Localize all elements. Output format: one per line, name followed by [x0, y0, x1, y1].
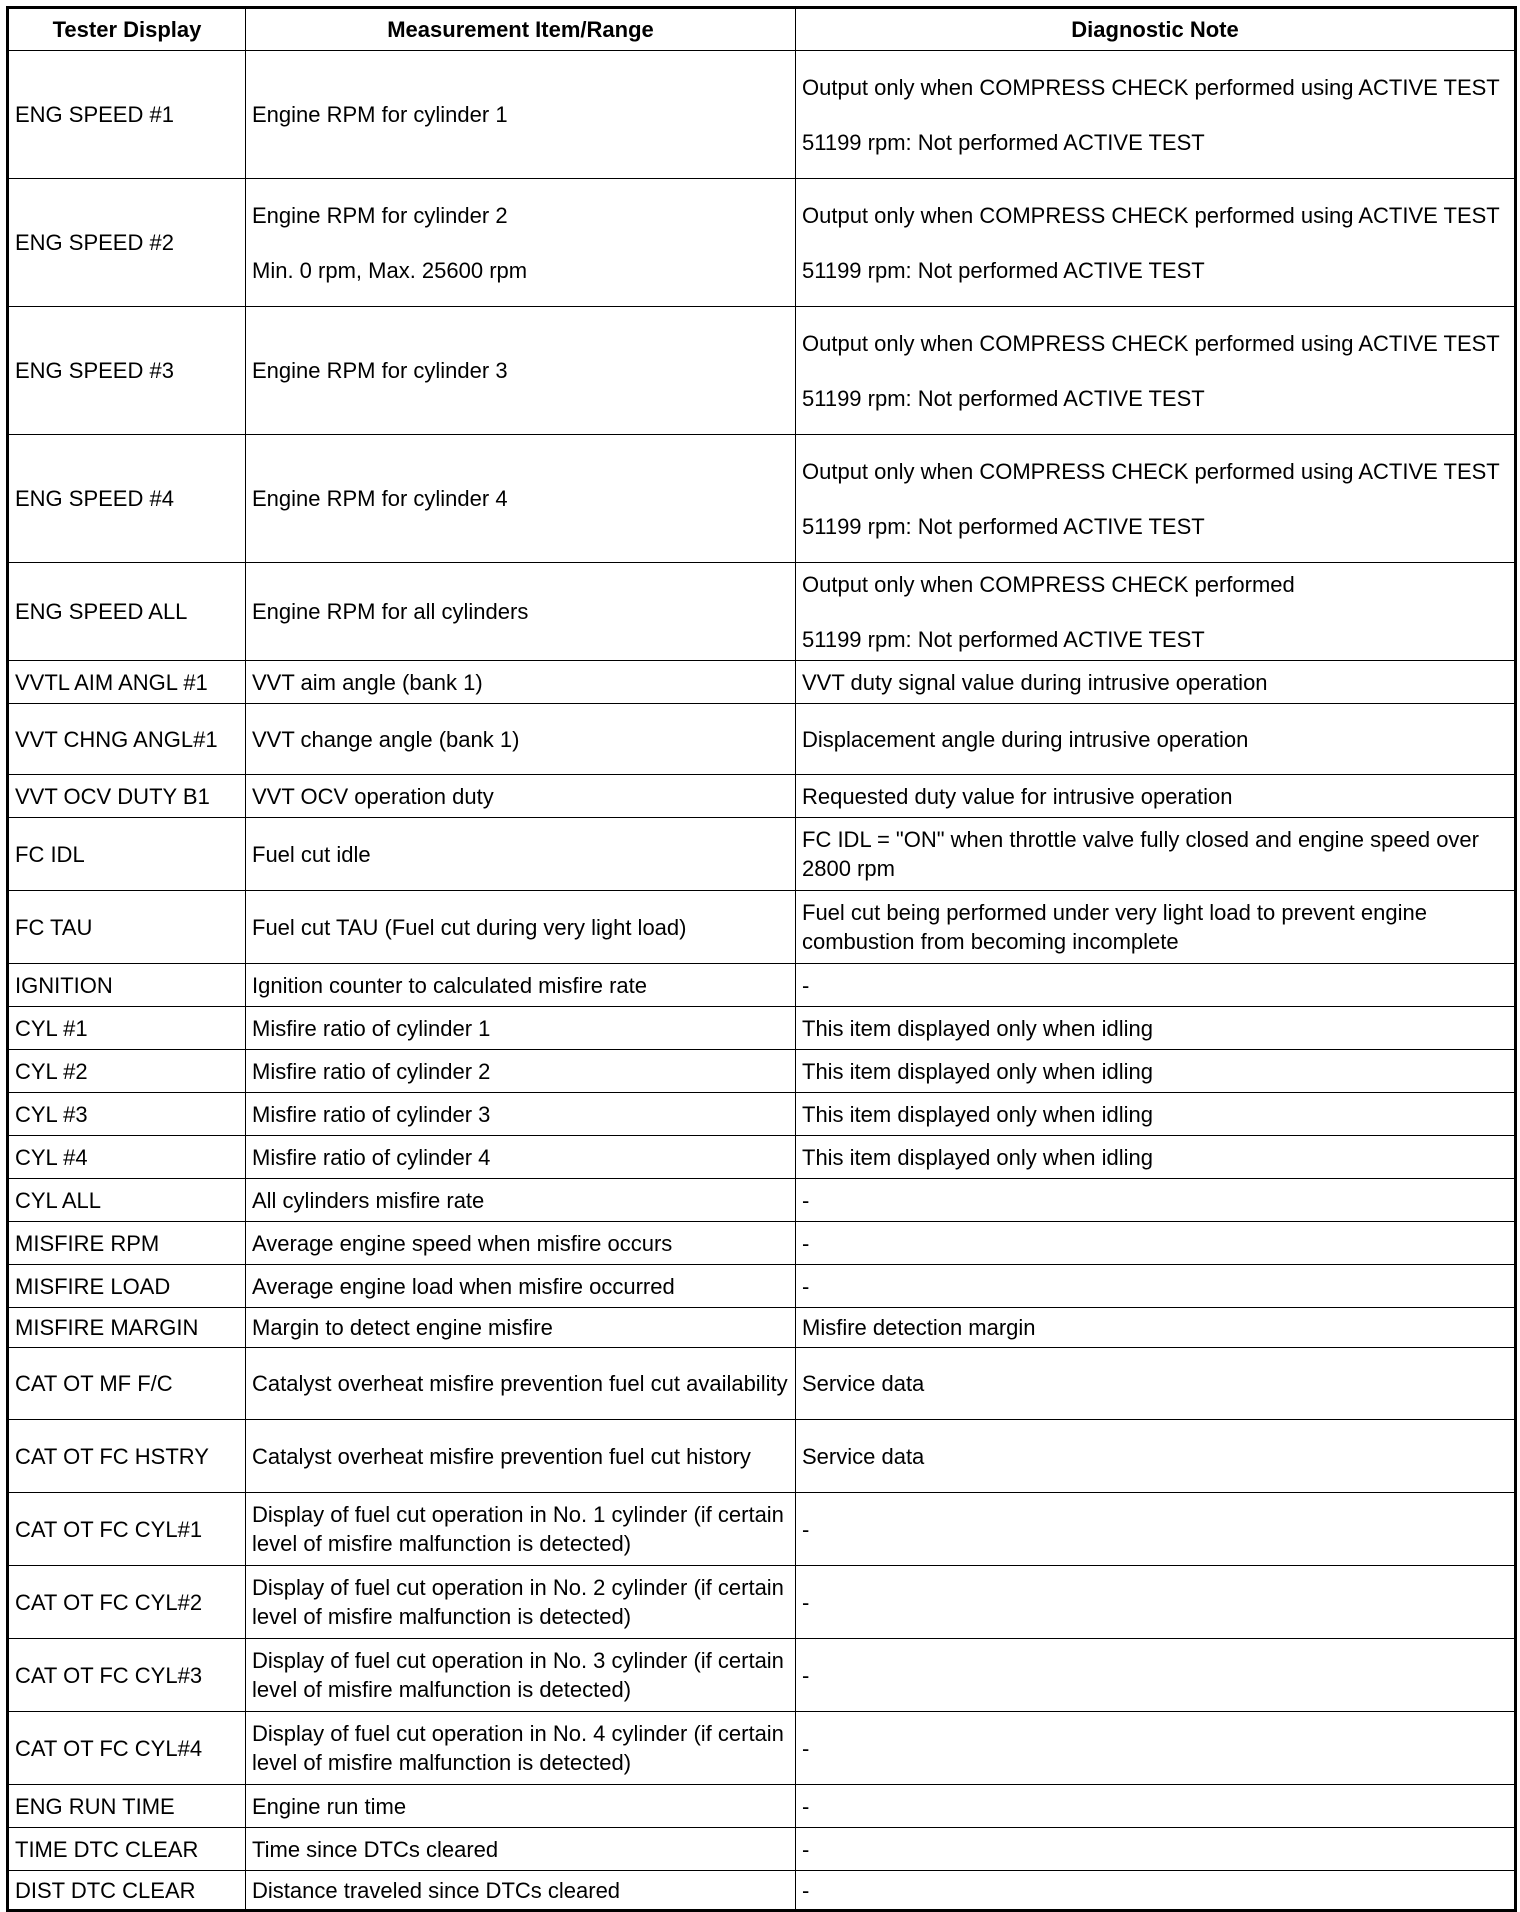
diagnostic-note-cell [796, 1566, 1516, 1639]
cell-paragraph: Engine run time [252, 1793, 407, 1819]
table-row [8, 179, 1516, 307]
table-row [8, 1785, 1516, 1828]
tester-display-cell: MISFIRE MARGIN [8, 1308, 246, 1348]
diagnostic-note-cell [796, 1265, 1516, 1308]
measurement-item-cell [246, 1493, 796, 1566]
cell-paragraph: - [802, 1589, 810, 1615]
tester-display-cell: VVTL AIM ANGL #1 [8, 661, 246, 704]
tester-display-cell: ENG SPEED ALL [8, 563, 246, 661]
measurement-item-cell [246, 179, 796, 307]
cell-paragraph: - [802, 1662, 810, 1688]
cell-paragraph: Margin to detect engine misfire [252, 1315, 553, 1340]
tester-display-cell: CAT OT FC CYL#3 [8, 1639, 246, 1712]
diagnostic-note-cell [796, 1785, 1516, 1828]
diagnostic-note-cell [796, 1420, 1516, 1493]
cell-paragraph: - [802, 1187, 810, 1213]
table-row [8, 1566, 1516, 1639]
header-tester-display: Tester Display [8, 8, 246, 51]
tester-display-cell: IGNITION [8, 964, 246, 1007]
table-row [8, 775, 1516, 818]
table-row [8, 1136, 1516, 1179]
cell-paragraph: VVT duty signal value during intrusive operation [802, 669, 1268, 695]
measurement-item-cell [246, 307, 796, 435]
cell-paragraph: Engine RPM for cylinder 4 [252, 486, 508, 511]
tester-display-cell: VVT OCV DUTY B1 [8, 775, 246, 818]
measurement-item-cell [246, 1348, 796, 1420]
cell-paragraph: Fuel cut TAU (Fuel cut during very light load) [252, 914, 687, 940]
measurement-item-cell [246, 1136, 796, 1179]
cell-paragraph: Engine RPM for cylinder 3 [252, 358, 508, 383]
table-row [8, 964, 1516, 1007]
measurement-item-cell [246, 563, 796, 661]
cell-paragraph: Output only when COMPRESS CHECK performed using ACTIVE TEST [802, 202, 1500, 228]
cell-paragraph: - [802, 1735, 810, 1761]
cell-paragraph: Output only when COMPRESS CHECK performed [802, 571, 1295, 597]
cell-paragraph: Display of fuel cut operation in No. 3 cylinder (if certain level of misfire malfunction is detected) [252, 1648, 784, 1702]
tester-display-cell: FC IDL [8, 818, 246, 891]
diagnostic-note-cell [796, 661, 1516, 704]
measurement-item-cell [246, 1785, 796, 1828]
cell-paragraph: FC IDL = "ON" when throttle valve fully closed and engine speed over 2800 rpm [802, 827, 1479, 881]
diagnostic-note-cell [796, 1348, 1516, 1420]
cell-paragraph: - [802, 1793, 810, 1819]
diagnostic-note-cell [796, 1093, 1516, 1136]
tester-display-cell: ENG SPEED #2 [8, 179, 246, 307]
table-header-row [8, 8, 1516, 51]
cell-paragraph: Engine RPM for cylinder 2 [252, 202, 508, 228]
table-row [8, 307, 1516, 435]
table-row [8, 1007, 1516, 1050]
header-measurement-item: Measurement Item/Range [246, 8, 796, 51]
tester-display-cell: ENG SPEED #1 [8, 51, 246, 179]
cell-paragraph: Service data [802, 1371, 925, 1396]
table-row [8, 1420, 1516, 1493]
tester-display-cell: MISFIRE RPM [8, 1222, 246, 1265]
table-row [8, 563, 1516, 661]
cell-paragraph: VVT OCV operation duty [252, 783, 494, 809]
tester-display-cell: CAT OT FC CYL#4 [8, 1712, 246, 1785]
cell-paragraph: 51199 rpm: Not performed ACTIVE TEST [802, 385, 1205, 411]
table-row [8, 1179, 1516, 1222]
table-row [8, 51, 1516, 179]
cell-paragraph: Displacement angle during intrusive operation [802, 726, 1249, 752]
table-row [8, 1308, 1516, 1348]
measurement-item-cell [246, 51, 796, 179]
measurement-item-cell [246, 1265, 796, 1308]
tester-display-cell: MISFIRE LOAD [8, 1265, 246, 1308]
measurement-item-cell [246, 1639, 796, 1712]
tester-display-cell: CYL #2 [8, 1050, 246, 1093]
diagnostic-note-cell [796, 563, 1516, 661]
tester-data-table [6, 6, 1517, 1912]
cell-paragraph: Misfire ratio of cylinder 2 [252, 1058, 491, 1084]
paragraph-gap [802, 486, 1508, 512]
measurement-item-cell [246, 775, 796, 818]
cell-paragraph: Time since DTCs cleared [252, 1836, 499, 1862]
table-row [8, 1050, 1516, 1093]
cell-paragraph: This item displayed only when idling [802, 1144, 1153, 1170]
paragraph-gap [802, 102, 1508, 128]
diagnostic-note-cell [796, 1308, 1516, 1348]
diagnostic-note-cell [796, 307, 1516, 435]
cell-paragraph: 51199 rpm: Not performed ACTIVE TEST [802, 513, 1205, 539]
cell-paragraph: Fuel cut idle [252, 841, 371, 867]
cell-paragraph: Average engine load when misfire occurred [252, 1273, 675, 1299]
tester-display-cell: DIST DTC CLEAR [8, 1871, 246, 1911]
diagnostic-note-cell [796, 1222, 1516, 1265]
tester-display-cell: VVT CHNG ANGL#1 [8, 704, 246, 775]
paragraph-gap [802, 358, 1508, 384]
table-row [8, 818, 1516, 891]
measurement-item-cell [246, 661, 796, 704]
diagnostic-note-cell [796, 1050, 1516, 1093]
cell-paragraph: Requested duty value for intrusive operation [802, 783, 1233, 809]
tester-display-cell: ENG SPEED #3 [8, 307, 246, 435]
diagnostic-note-cell [796, 704, 1516, 775]
measurement-item-cell [246, 1712, 796, 1785]
cell-paragraph: Misfire ratio of cylinder 3 [252, 1101, 491, 1127]
cell-paragraph: Display of fuel cut operation in No. 2 cylinder (if certain level of misfire malfunction is detected) [252, 1575, 784, 1629]
cell-paragraph: Misfire detection margin [802, 1315, 1036, 1340]
cell-paragraph: - [802, 1516, 810, 1542]
tester-display-cell: TIME DTC CLEAR [8, 1828, 246, 1871]
tester-display-cell: CYL #4 [8, 1136, 246, 1179]
diagnostic-note-cell [796, 1712, 1516, 1785]
table-row [8, 1639, 1516, 1712]
tester-display-cell: FC TAU [8, 891, 246, 964]
measurement-item-cell [246, 964, 796, 1007]
measurement-item-cell [246, 818, 796, 891]
cell-paragraph: Ignition counter to calculated misfire rate [252, 972, 647, 998]
cell-paragraph: Engine RPM for cylinder 1 [252, 102, 508, 127]
cell-paragraph: - [802, 972, 810, 998]
cell-paragraph: VVT change angle (bank 1) [252, 726, 520, 752]
measurement-item-cell [246, 1093, 796, 1136]
cell-paragraph: Display of fuel cut operation in No. 1 cylinder (if certain level of misfire malfunction is detected) [252, 1502, 784, 1556]
cell-paragraph: Distance traveled since DTCs cleared [252, 1877, 621, 1903]
diagnostic-note-cell [796, 1007, 1516, 1050]
cell-paragraph: Output only when COMPRESS CHECK performed using ACTIVE TEST [802, 330, 1500, 356]
measurement-item-cell [246, 704, 796, 775]
diagnostic-note-cell [796, 891, 1516, 964]
measurement-item-cell [246, 1566, 796, 1639]
cell-paragraph: 51199 rpm: Not performed ACTIVE TEST [802, 626, 1205, 652]
tester-display-cell: CAT OT FC CYL#2 [8, 1566, 246, 1639]
table-row [8, 435, 1516, 563]
measurement-item-cell [246, 435, 796, 563]
cell-paragraph: Fuel cut being performed under very light load to prevent engine combustion from becoming incomplete [802, 900, 1427, 954]
diagnostic-note-cell [796, 775, 1516, 818]
diagnostic-note-cell [796, 964, 1516, 1007]
tester-display-cell: ENG RUN TIME [8, 1785, 246, 1828]
table-row [8, 1493, 1516, 1566]
measurement-item-cell [246, 1050, 796, 1093]
table-row [8, 1265, 1516, 1308]
measurement-item-cell [246, 1222, 796, 1265]
tester-display-cell: ENG SPEED #4 [8, 435, 246, 563]
table-row [8, 1222, 1516, 1265]
diagnostic-note-cell [796, 1493, 1516, 1566]
diagnostic-note-cell [796, 1136, 1516, 1179]
cell-paragraph: Min. 0 rpm, Max. 25600 rpm [252, 257, 528, 283]
diagnostic-note-cell [796, 435, 1516, 563]
tester-display-cell: CYL #1 [8, 1007, 246, 1050]
cell-paragraph: Service data [802, 1443, 925, 1469]
table-row [8, 704, 1516, 775]
cell-paragraph: - [802, 1836, 810, 1862]
cell-paragraph: 51199 rpm: Not performed ACTIVE TEST [802, 257, 1205, 283]
cell-paragraph: Engine RPM for all cylinders [252, 599, 529, 624]
cell-paragraph: Misfire ratio of cylinder 4 [252, 1144, 491, 1170]
tester-display-cell: CAT OT FC CYL#1 [8, 1493, 246, 1566]
cell-paragraph: This item displayed only when idling [802, 1101, 1153, 1127]
cell-paragraph: VVT aim angle (bank 1) [252, 669, 483, 695]
cell-paragraph: This item displayed only when idling [802, 1015, 1153, 1041]
tester-display-cell: CAT OT MF F/C [8, 1348, 246, 1420]
table-row [8, 661, 1516, 704]
cell-paragraph: Output only when COMPRESS CHECK performed using ACTIVE TEST [802, 458, 1500, 484]
diagnostic-note-cell [796, 1179, 1516, 1222]
cell-paragraph: - [802, 1273, 810, 1299]
table-row [8, 1871, 1516, 1911]
measurement-item-cell [246, 1007, 796, 1050]
cell-paragraph: All cylinders misfire rate [252, 1187, 485, 1213]
diagnostic-note-cell [796, 1639, 1516, 1712]
cell-paragraph: Output only when COMPRESS CHECK performed using ACTIVE TEST [802, 74, 1500, 100]
header-diagnostic-note: Diagnostic Note [796, 8, 1516, 51]
paragraph-gap [802, 599, 1508, 625]
table-row [8, 1093, 1516, 1136]
paragraph-gap [802, 230, 1508, 256]
cell-paragraph: 51199 rpm: Not performed ACTIVE TEST [802, 129, 1205, 155]
measurement-item-cell [246, 1308, 796, 1348]
diagnostic-note-cell [796, 818, 1516, 891]
cell-paragraph: Catalyst overheat misfire prevention fuel cut availability [252, 1371, 788, 1396]
measurement-item-cell [246, 1179, 796, 1222]
cell-paragraph: Misfire ratio of cylinder 1 [252, 1015, 491, 1041]
tester-display-cell: CAT OT FC HSTRY [8, 1420, 246, 1493]
cell-paragraph: - [802, 1877, 810, 1903]
cell-paragraph: This item displayed only when idling [802, 1058, 1153, 1084]
measurement-item-cell [246, 891, 796, 964]
measurement-item-cell [246, 1871, 796, 1911]
table-row [8, 1712, 1516, 1785]
diagnostic-note-cell [796, 1828, 1516, 1871]
cell-paragraph: Catalyst overheat misfire prevention fuel cut history [252, 1443, 751, 1469]
table-row [8, 1828, 1516, 1871]
paragraph-gap [252, 230, 789, 256]
cell-paragraph: Average engine speed when misfire occurs [252, 1230, 673, 1256]
tester-display-cell: CYL #3 [8, 1093, 246, 1136]
measurement-item-cell [246, 1828, 796, 1871]
cell-paragraph: Display of fuel cut operation in No. 4 cylinder (if certain level of misfire malfunction is detected) [252, 1721, 784, 1775]
diagnostic-note-cell [796, 51, 1516, 179]
diagnostic-note-cell [796, 1871, 1516, 1911]
cell-paragraph: - [802, 1230, 810, 1256]
diagnostic-note-cell [796, 179, 1516, 307]
table-row [8, 1348, 1516, 1420]
measurement-item-cell [246, 1420, 796, 1493]
tester-display-cell: CYL ALL [8, 1179, 246, 1222]
table-row [8, 891, 1516, 964]
